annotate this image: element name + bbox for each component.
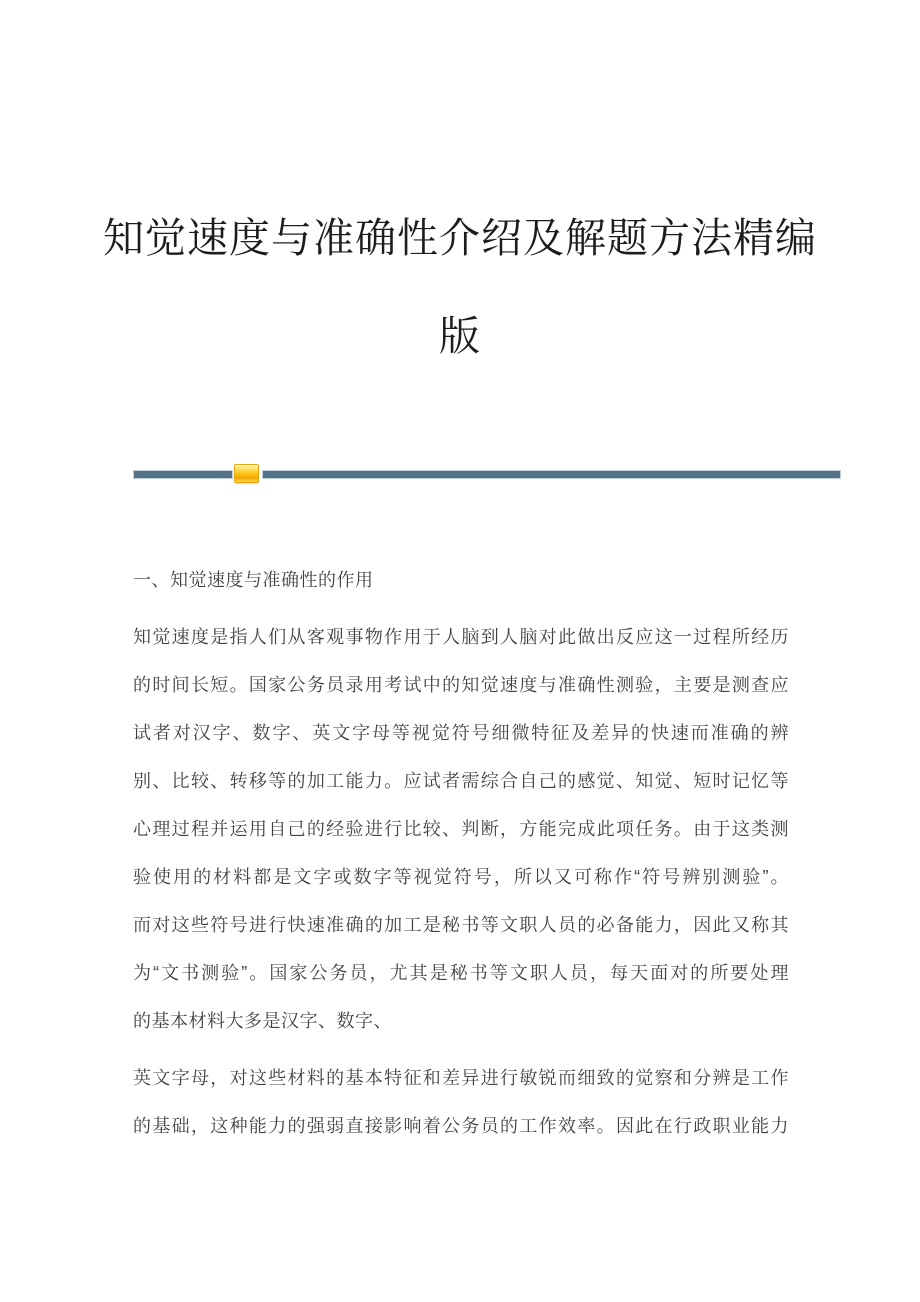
section-divider [133,470,841,480]
text-line: 英文字母，对这些材料的基本特征和差异进行敏锐而细致的觉察和分辨是工作 [133,1068,789,1088]
text-line: 为“文书测验”。国家公务员，尤其是秘书等文职人员，每天面对的所要处理 [133,963,789,983]
divider-bar-left [133,470,233,479]
divider-bar-right [262,470,841,479]
text-line: 试者对汉字、数字、英文字母等视觉符号细微特征及差异的快速而准确的辨 [133,723,789,743]
text-line: 而对这些符号进行快速准确的加工是秘书等文职人员的必备能力，因此又称其 [133,915,789,935]
paragraph [133,1054,789,1150]
text-line: 知觉速度是指人们从客观事物作用于人脑到人脑对此做出反应这一过程所经历 [133,627,789,647]
text-line: 的基本材料大多是汉字、数字、 [133,1011,392,1031]
text-line: 验使用的材料都是文字或数字等视觉符号，所以又可称作“符号辨别测验”。 [133,867,789,887]
paragraph [133,613,789,1045]
gold-badge-icon [234,464,259,483]
text-line: 别、比较、转移等的加工能力。应试者需综合自己的感觉、知觉、短时记忆等 [133,771,789,791]
body-text-column [133,556,789,1150]
page-title-line-2: 版 [439,313,481,359]
text-line: 的时间长短。国家公务员录用考试中的知觉速度与准确性测验，主要是测查应 [133,675,789,695]
text-line: 心理过程并运用自己的经验进行比较、判断，方能完成此项任务。由于这类测 [133,819,789,839]
section-heading: 一、知觉速度与准确性的作用 [133,570,374,590]
text-line: 的基础，这种能力的强弱直接影响着公务员的工作效率。因此在行政职业能力 [133,1116,789,1136]
page-title-line-1: 知觉速度与准确性介绍及解题方法精编 [103,215,817,261]
